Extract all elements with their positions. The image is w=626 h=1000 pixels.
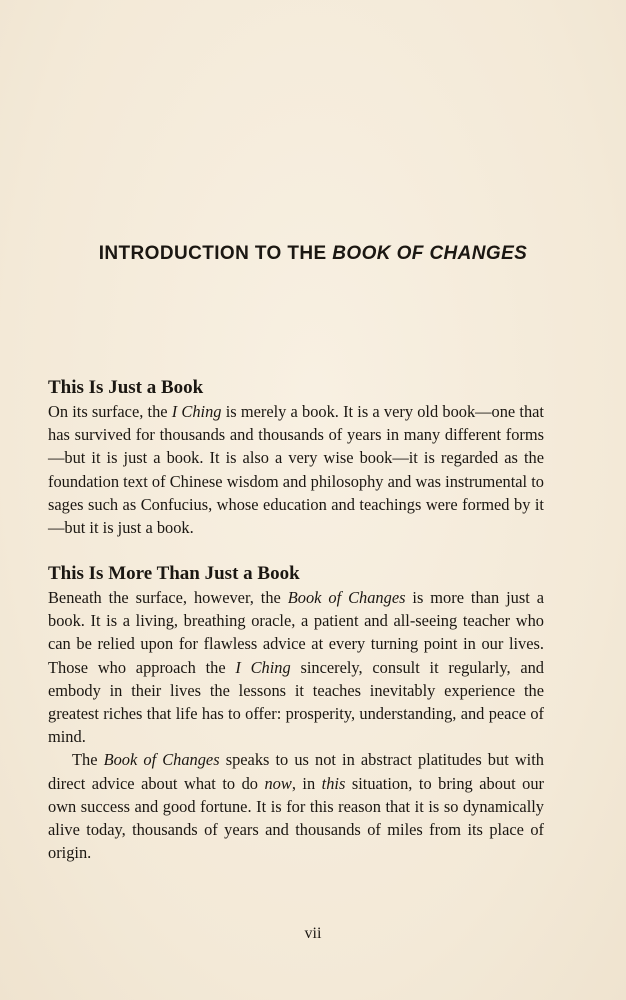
text-run: is more than just a book. It is a living, breathing oracle, a patient and all-seeing teacher who can be relied upon for flawless advice at every turning point in our lives. Those who approach the [48,588,544,677]
italic-run: this [321,773,346,793]
text-run: The [72,750,104,770]
italic-run: I Ching [171,402,222,421]
text-run: , in [291,773,322,793]
section-heading: This Is More Than Just a Book [48,563,300,584]
page-number: vii [304,925,322,942]
text-run: is merely a book. It is a very old book—one that has survived for thousands and thousands of years in many different forms—but it is just a book. It is also a very wise book—it is regarded as the foundation text of Chinese wisdom and philosophy and was instrumental to sages such as Confucius, whose education and teachings were formed by it—but it is just a book. [48,402,544,538]
section-more-than-a-book [48,562,544,864]
chapter-title [0,240,626,268]
section-paragraph [48,400,544,539]
section-heading: This Is Just a Book [48,377,204,398]
section-paragraph [48,586,544,748]
text-run: situation, to bring about our own success and good fortune. It is for this reason that it is so dynamically alive today, thousands of years and thousands of miles from its place of origin. [48,773,544,863]
italic-run: Book of Changes [287,588,406,607]
section-paragraph [48,748,544,864]
italic-run: Book of Changes [103,750,220,770]
text-run: On its surface, the [48,402,172,421]
chapter-title-prefix: INTRODUCTION TO THE [98,243,333,264]
chapter-title-italic: BOOK OF CHANGES [332,243,528,264]
italic-run: I Ching [235,657,291,677]
text-run: Beneath the surface, however, the [48,588,288,607]
italic-run: now [264,773,292,793]
text-run: speaks to us not in abstract platitudes but with direct advice about what to do [48,750,544,793]
text-run: sincerely, consult it regularly, and embody in their lives the lessons it teaches inevitably experience the greatest riches that life has to offer: prosperity, understanding, and peace of mind. [48,657,544,747]
section-just-a-book [48,376,544,539]
